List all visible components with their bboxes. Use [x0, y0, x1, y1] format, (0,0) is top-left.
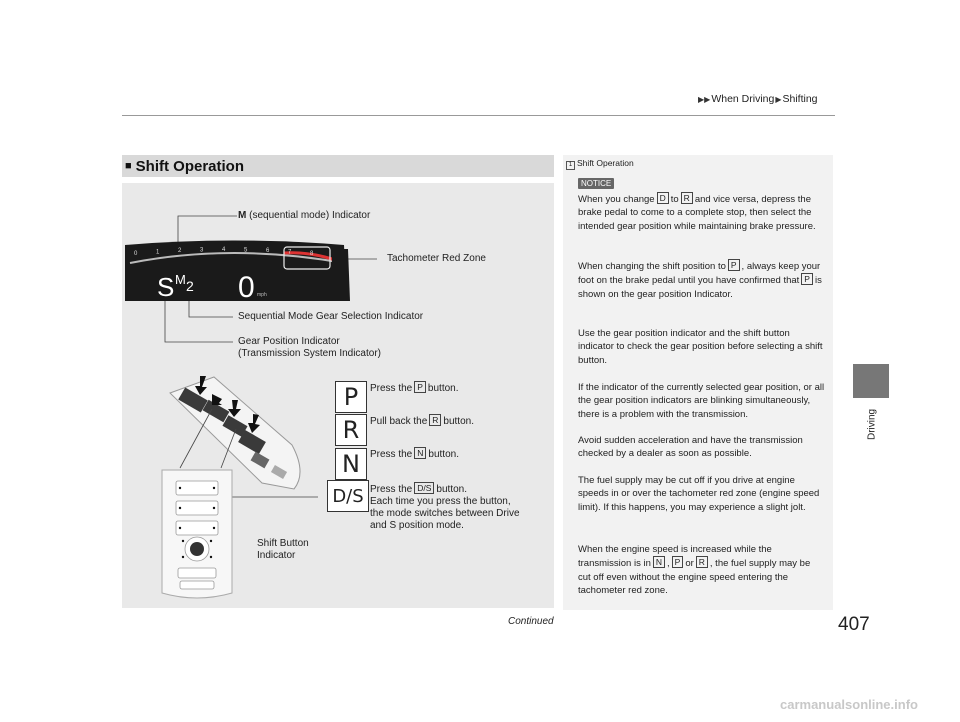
cluster-gear: 2: [186, 278, 194, 294]
cluster-m-indicator: M: [175, 272, 186, 287]
tach-tick-label: 5: [244, 247, 248, 254]
shift-console-image: [162, 376, 300, 598]
side-tab-marker: [853, 364, 889, 398]
section-marker-icon: ■: [125, 160, 132, 172]
key-p-icon: P: [414, 381, 426, 393]
side-tab-label: Driving: [866, 408, 878, 440]
key-p-icon: P: [672, 556, 684, 568]
key-r-icon: R: [696, 556, 708, 568]
watermark: carmanualsonline.info: [780, 697, 918, 712]
section-heading: [122, 155, 554, 177]
p-button-icon: P: [335, 381, 367, 413]
breadcrumb-arrow-icon: ▶▶: [698, 95, 711, 104]
cluster-mode-s: S: [157, 272, 175, 302]
key-n-icon: N: [653, 556, 665, 568]
sidebar-paragraph-4: If the indicator of the currently selected gear position, or all the gear position indicators are blinking simultaneously, there is a problem with the transmission.: [578, 382, 825, 420]
m-indicator-label: M (sequential mode) Indicator: [238, 210, 371, 221]
ds-button-icon: D/S: [327, 480, 369, 512]
tach-tick-label: 6: [266, 248, 270, 255]
instrument-cluster-image: [125, 241, 350, 305]
tach-tick-label: 7: [288, 249, 292, 256]
sidebar-paragraph-3: Use the gear position indicator and the shift button indicator to check the gear position before selecting a shift button.: [578, 328, 823, 366]
notice-badge: NOTICE: [578, 178, 614, 189]
key-r-icon: R: [681, 192, 693, 204]
key-d-icon: D: [657, 192, 669, 204]
continued-label: Continued: [508, 616, 554, 627]
breadcrumb: [697, 93, 818, 105]
sidebar-paragraph-2: When changing the shift position to P , always keep your foot on the brake pedal until you have confirmed that P is shown on the gear position Indicator.: [578, 260, 822, 300]
sidebar-title: 1 Shift Operation: [566, 158, 634, 170]
sidebar-paragraph-1: When you change D to R and vice versa, depress the brake pedal to come to a complete stop, then select the intended gear position while maintaining brake pressure.: [578, 193, 816, 232]
tach-tick-label: 8: [310, 251, 314, 257]
instruction-p: Press the P button.: [370, 382, 459, 394]
n-button-icon: N: [335, 448, 367, 480]
sequential-gear-label: Sequential Mode Gear Selection Indicator: [238, 311, 424, 322]
breadcrumb-arrow-icon: ▶: [775, 95, 782, 104]
tach-tick-label: 0: [134, 251, 138, 257]
shift-figure: [122, 183, 554, 608]
key-p-icon: P: [728, 259, 740, 271]
gear-position-label: Gear Position Indicator (Transmission System Indicator): [238, 336, 381, 359]
r-button-icon: R: [335, 414, 367, 446]
tach-tick-label: 3: [200, 247, 204, 254]
instruction-r: Pull back the R button.: [370, 415, 474, 427]
tach-tick-label: 2: [178, 248, 182, 255]
sidebar-paragraph-6: The fuel supply may be cut off if you drive at engine speeds in or over the tachometer red zone (engine speed limit). If this happens, you may experience a slight jolt.: [578, 475, 820, 513]
section-title: Shift Operation: [135, 157, 244, 175]
tach-tick-label: 1: [156, 249, 160, 256]
reference-icon: 1: [566, 161, 575, 170]
sidebar-paragraph-7: When the engine speed is increased while the transmission is in N , P or R , the fuel supply may be cut off even without the engine speed entering the tachometer red zone.: [578, 544, 811, 596]
sidebar-paragraph-5: Avoid sudden acceleration and have the transmission checked by a dealer as soon as possible.: [578, 435, 803, 460]
page-number: 407: [838, 614, 870, 635]
key-ds-icon: D/S: [414, 482, 434, 494]
shift-button-indicator-label: Shift Button Indicator: [257, 538, 309, 561]
instruction-n: Press the N button.: [370, 448, 459, 460]
instruction-ds: Press the D/S button. Each time you press the button, the mode switches between Drive and S position mode.: [370, 483, 520, 531]
tachometer-red-zone-label: Tachometer Red Zone: [387, 253, 486, 264]
breadcrumb-item-shifting: Shifting: [782, 93, 818, 105]
cluster-speed: 0: [238, 271, 255, 304]
breadcrumb-item-when-driving: When Driving: [711, 93, 775, 105]
key-p-icon: P: [801, 273, 813, 285]
cluster-unit: mph: [257, 292, 267, 298]
tach-tick-label: 4: [222, 247, 226, 253]
key-r-icon: R: [429, 414, 441, 426]
header-rule: [122, 115, 835, 116]
key-n-icon: N: [414, 447, 426, 459]
